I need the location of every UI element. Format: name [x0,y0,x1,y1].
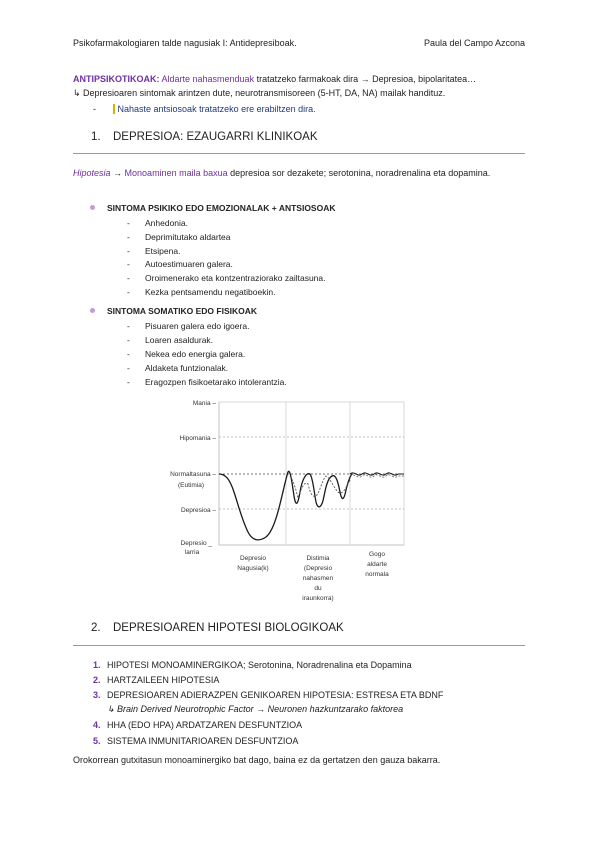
intro-line-3 [93,104,316,114]
xlabel-distimia: Distimia [306,555,330,562]
hypothesis-item: 1. HIPOTESI MONOAMINERGIKOA; Serotonina, Noradrenalina eta Dopamina [93,660,412,670]
list-item: - Deprimitutako aldartea [127,232,231,242]
xlabel-iraunkorra: iraunkorra) [302,595,334,602]
hypothesis-item: 3. DEPRESIOAREN ADIERAZPEN GENIKOAREN HIPOTESIA: ESTRESA ETA BDNF [93,690,444,700]
list-item: - Nekea edo energia galera. [127,349,246,359]
closing-paragraph: Orokorrean gutxitasun monoaminergiko bat dago, baina ez da gertatzen den gauza bakarra. [73,755,441,765]
bullet-icon [90,308,95,313]
list-item: - Autoestimuaren galera. [127,259,233,269]
dash: - [93,104,96,114]
list-item: - Aldaketa funtzionalak. [127,363,229,373]
section-1-heading [91,131,318,143]
mood-curve [219,471,352,540]
section-title: DEPRESIOAREN HIPOTESI BIOLOGIKOAK [113,622,344,634]
xlabel-aldarte: aldarte [367,561,387,568]
divider [73,645,525,646]
label-normal: Normaltasuna – [170,471,216,478]
list-item: - Oroimenerako eta kontzentraziorako zailtasuna. [127,273,326,283]
hypothesis-item: 2. HARTZAILEEN HIPOTESIA [93,675,220,685]
list-item: - Anhedonia. [127,218,189,228]
intro-line [73,74,476,84]
intro-line-2: ↳ Depresioaren sintomak arintzen dute, neurotransmisoreen (5-HT, DA, NA) mailak handituz. [73,88,446,98]
xlabel-du: du [314,585,322,592]
highlight-bar-icon [113,104,115,114]
label-depresio-larria: Depresio _ [180,540,212,547]
xlabel-nagusia: Nagusia(k) [237,565,269,572]
section-title: DEPRESIOA: EZAUGARRI KLINIKOAK [113,131,318,143]
list-item: - Loaren asaldurak. [127,335,214,345]
hypothesis-term: Hipotesia [73,168,111,178]
bullet-title: SINTOMA SOMATIKO EDO FISIKOAK [107,306,258,316]
arrow: → [110,168,125,178]
intro-rest: tratatzeko farmakoak dira → Depresioa, bipolaritatea… [254,74,477,84]
hypothesis-subnote: ↳ Brain Derived Neurotrophic Factor → Neuronen hazkuntzarako faktorea [107,704,404,714]
bullet-heading-psychic [90,203,336,213]
xlabel-nahasmen: nahasmen [302,575,334,582]
xlabel-gogo: Gogo [369,551,385,558]
mood-diagram [160,392,420,610]
list-item: - Etsipena. [127,246,181,256]
section-2-heading [91,622,344,634]
list-item: - Pisuaren galera edo igoera. [127,321,250,331]
bullet-heading-somatic [90,306,257,316]
xlabel-normala: normala [365,571,389,578]
header-title: Psikofarmakologiaren talde nagusiak I: Antidepresiboak. [73,38,297,48]
section-number: 1. [91,131,101,143]
section-number: 2. [91,622,101,634]
label-depresioa: Depresioa – [180,507,216,514]
hypothesis-item: 4. HHA (EDO HPA) ARDATZAREN DESFUNTZIOA [93,720,303,730]
intro-term: ANTIPSIKOTIKOAK: [73,74,160,84]
bullet-title: SINTOMA PSIKIKO EDO EMOZIONALAK + ANTSIOSOAK [107,203,336,213]
xlabel-depresio: Depresio [239,555,267,562]
label-hipomania: Hipomania – [179,435,216,442]
hypothesis-rest: depresioa sor dezakete; serotonina, noradrenalina eta dopamina. [227,168,491,178]
hypothesis-highlight: Monoaminen maila baxua [124,168,228,178]
label-eutimia: (Eutimia) [177,482,204,489]
xlabel-depresio-2: (Depresio [303,565,333,572]
label-larria: larria [184,549,200,556]
header-author: Paula del Campo Azcona [424,38,526,48]
list-item: - Eragozpen fisikoetarako intolerantzia. [127,377,287,387]
intro-line-3-text: Nahaste antsiosoak tratatzeko ere erabiltzen dira. [117,104,316,114]
hypothesis-paragraph [73,166,525,181]
label-mania: Mania – [192,400,216,407]
bullet-icon [90,205,95,210]
intro-term-def: Aldarte nahasmenduak [159,74,255,84]
list-item: - Kezka pentsamendu negatiboekin. [127,287,276,297]
hypothesis-item: 5. SISTEMA INMUNITARIOAREN DESFUNTZIOA [93,736,299,746]
divider [73,153,525,154]
